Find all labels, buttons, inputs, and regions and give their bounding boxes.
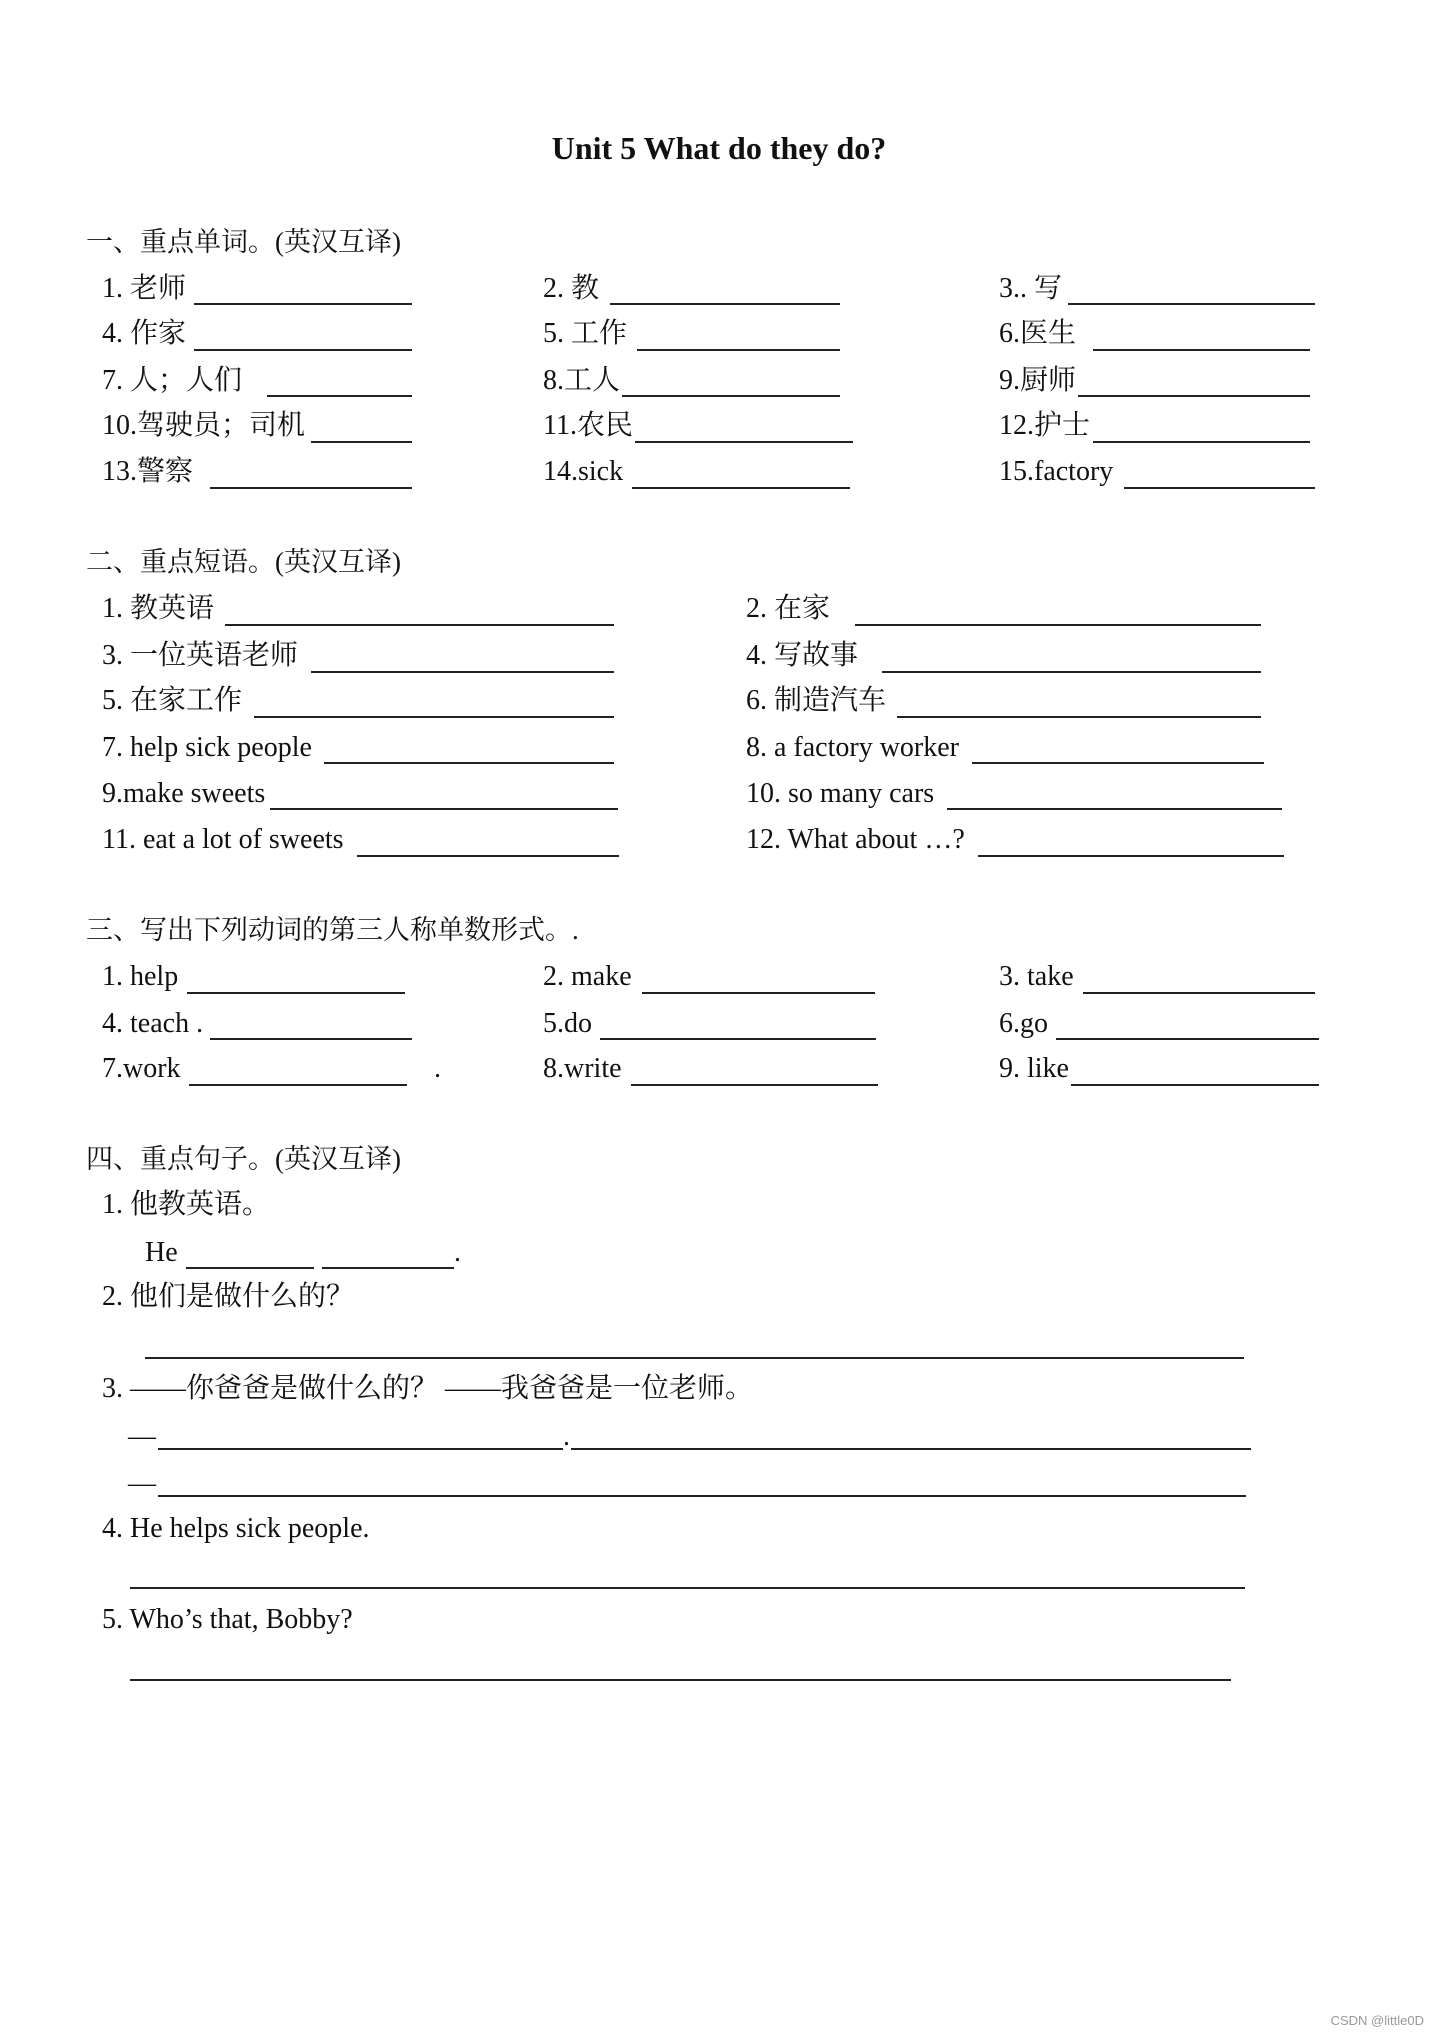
answer-blank[interactable] — [1083, 992, 1315, 994]
answer-blank[interactable] — [267, 395, 412, 397]
answer-blank[interactable] — [194, 349, 412, 351]
sentence-5: 5. Who’s that, Bobby? — [102, 1604, 353, 1635]
answer-blank[interactable] — [210, 1038, 412, 1040]
word-item: 1. 老师 — [102, 273, 187, 304]
verb-item: 8.write — [543, 1053, 622, 1084]
sentence-1-period: . — [454, 1237, 461, 1268]
word-item: 11.农民 — [543, 410, 633, 441]
answer-blank[interactable] — [210, 487, 412, 489]
word-item: 10.驾驶员；司机 — [102, 410, 306, 441]
answer-blank[interactable] — [1124, 487, 1315, 489]
answer-blank[interactable] — [947, 808, 1282, 810]
answer-blank[interactable] — [642, 992, 875, 994]
verb-item: 1. help — [102, 961, 179, 992]
word-item: 4. 作家 — [102, 318, 187, 349]
answer-blank[interactable] — [610, 303, 840, 305]
section-4-header: 四、重点句子。(英汉互译) — [86, 1144, 401, 1174]
answer-blank[interactable] — [622, 395, 840, 397]
sentence-4: 4. He helps sick people. — [102, 1513, 370, 1544]
word-item: 12.护士 — [999, 410, 1091, 441]
answer-blank[interactable] — [855, 624, 1261, 626]
sentence-3: 3. ——你爸爸是做什么的？ ——我爸爸是一位老师。 — [102, 1373, 754, 1404]
word-item: 9.厨师 — [999, 365, 1077, 396]
verb-item: 4. teach . — [102, 1008, 204, 1039]
answer-blank[interactable] — [1093, 441, 1310, 443]
page-title: Unit 5 What do they do? — [551, 130, 887, 166]
answer-blank[interactable] — [635, 441, 853, 443]
answer-blank[interactable] — [311, 441, 412, 443]
verb-item: 5.do — [543, 1008, 592, 1039]
answer-blank[interactable] — [225, 624, 614, 626]
word-item: 13.警察 — [102, 456, 194, 487]
answer-line[interactable] — [145, 1357, 1244, 1359]
phrase-item: 4. 写故事 — [746, 640, 859, 671]
phrase-item: 1. 教英语 — [102, 593, 215, 624]
answer-blank[interactable] — [972, 762, 1264, 764]
word-item: 15.factory — [999, 456, 1114, 487]
answer-blank[interactable] — [311, 671, 614, 673]
answer-blank[interactable] — [1068, 303, 1315, 305]
answer-line[interactable] — [571, 1448, 1251, 1450]
sentence-2: 2. 他们是做什么的？ — [102, 1281, 355, 1312]
answer-blank[interactable] — [978, 855, 1284, 857]
watermark: CSDN @little0D — [1330, 2013, 1424, 2028]
answer-blank[interactable] — [1093, 349, 1310, 351]
answer-blank[interactable] — [186, 1267, 314, 1269]
verb-item: 9. like — [999, 1053, 1069, 1084]
answer-blank[interactable] — [254, 716, 614, 718]
answer-blank[interactable] — [194, 303, 412, 305]
dialog-dash: — — [128, 1421, 156, 1452]
phrase-item: 9.make sweets — [102, 778, 266, 809]
answer-blank[interactable] — [1056, 1038, 1319, 1040]
answer-blank[interactable] — [632, 487, 850, 489]
dialog-dash: — — [128, 1468, 156, 1499]
answer-line[interactable] — [130, 1587, 1245, 1589]
verb-item: 7.work — [102, 1053, 181, 1084]
answer-blank[interactable] — [637, 349, 840, 351]
word-item: 2. 教 — [543, 273, 600, 304]
word-item: 7. 人；人们 — [102, 365, 243, 396]
section-3-header: 三、写出下列动词的第三人称单数形式。. — [86, 915, 579, 945]
answer-blank[interactable] — [270, 808, 618, 810]
phrase-item: 7. help sick people — [102, 732, 312, 763]
word-item: 14.sick — [543, 456, 624, 487]
phrase-item: 2. 在家 — [746, 593, 831, 624]
phrase-item: 6. 制造汽车 — [746, 685, 887, 716]
answer-blank[interactable] — [600, 1038, 876, 1040]
answer-line[interactable] — [158, 1448, 563, 1450]
verb-item: 6.go — [999, 1008, 1048, 1039]
answer-blank[interactable] — [631, 1084, 878, 1086]
answer-blank[interactable] — [357, 855, 619, 857]
answer-blank[interactable] — [324, 762, 614, 764]
answer-blank[interactable] — [322, 1267, 454, 1269]
mid-dot: . — [563, 1421, 570, 1452]
phrase-item: 8. a factory worker — [746, 732, 960, 763]
phrase-item: 3. 一位英语老师 — [102, 640, 299, 671]
answer-blank[interactable] — [189, 1084, 407, 1086]
section-2-header: 二、重点短语。(英汉互译) — [86, 547, 401, 577]
phrase-item: 11. eat a lot of sweets — [102, 824, 344, 855]
answer-blank[interactable] — [1071, 1084, 1319, 1086]
answer-blank[interactable] — [1078, 395, 1310, 397]
phrase-item: 10. so many cars — [746, 778, 935, 809]
word-item: 8.工人 — [543, 365, 621, 396]
answer-line[interactable] — [158, 1495, 1246, 1497]
verb-item: 3. take — [999, 961, 1074, 992]
word-item: 6.医生 — [999, 318, 1077, 349]
answer-blank[interactable] — [897, 716, 1261, 718]
answer-blank[interactable] — [187, 992, 405, 994]
sentence-1: 1. 他教英语。 — [102, 1189, 271, 1220]
phrase-item: 12. What about …? — [746, 824, 965, 855]
section-1-header: 一、重点单词。(英汉互译) — [86, 227, 401, 257]
answer-blank[interactable] — [882, 671, 1261, 673]
phrase-item: 5. 在家工作 — [102, 685, 243, 716]
stray-dot: . — [434, 1053, 441, 1084]
answer-line[interactable] — [130, 1679, 1231, 1681]
word-item: 5. 工作 — [543, 318, 628, 349]
verb-item: 2. make — [543, 961, 632, 992]
sentence-1-he: He — [145, 1237, 178, 1268]
word-item: 3.. 写 — [999, 273, 1063, 304]
